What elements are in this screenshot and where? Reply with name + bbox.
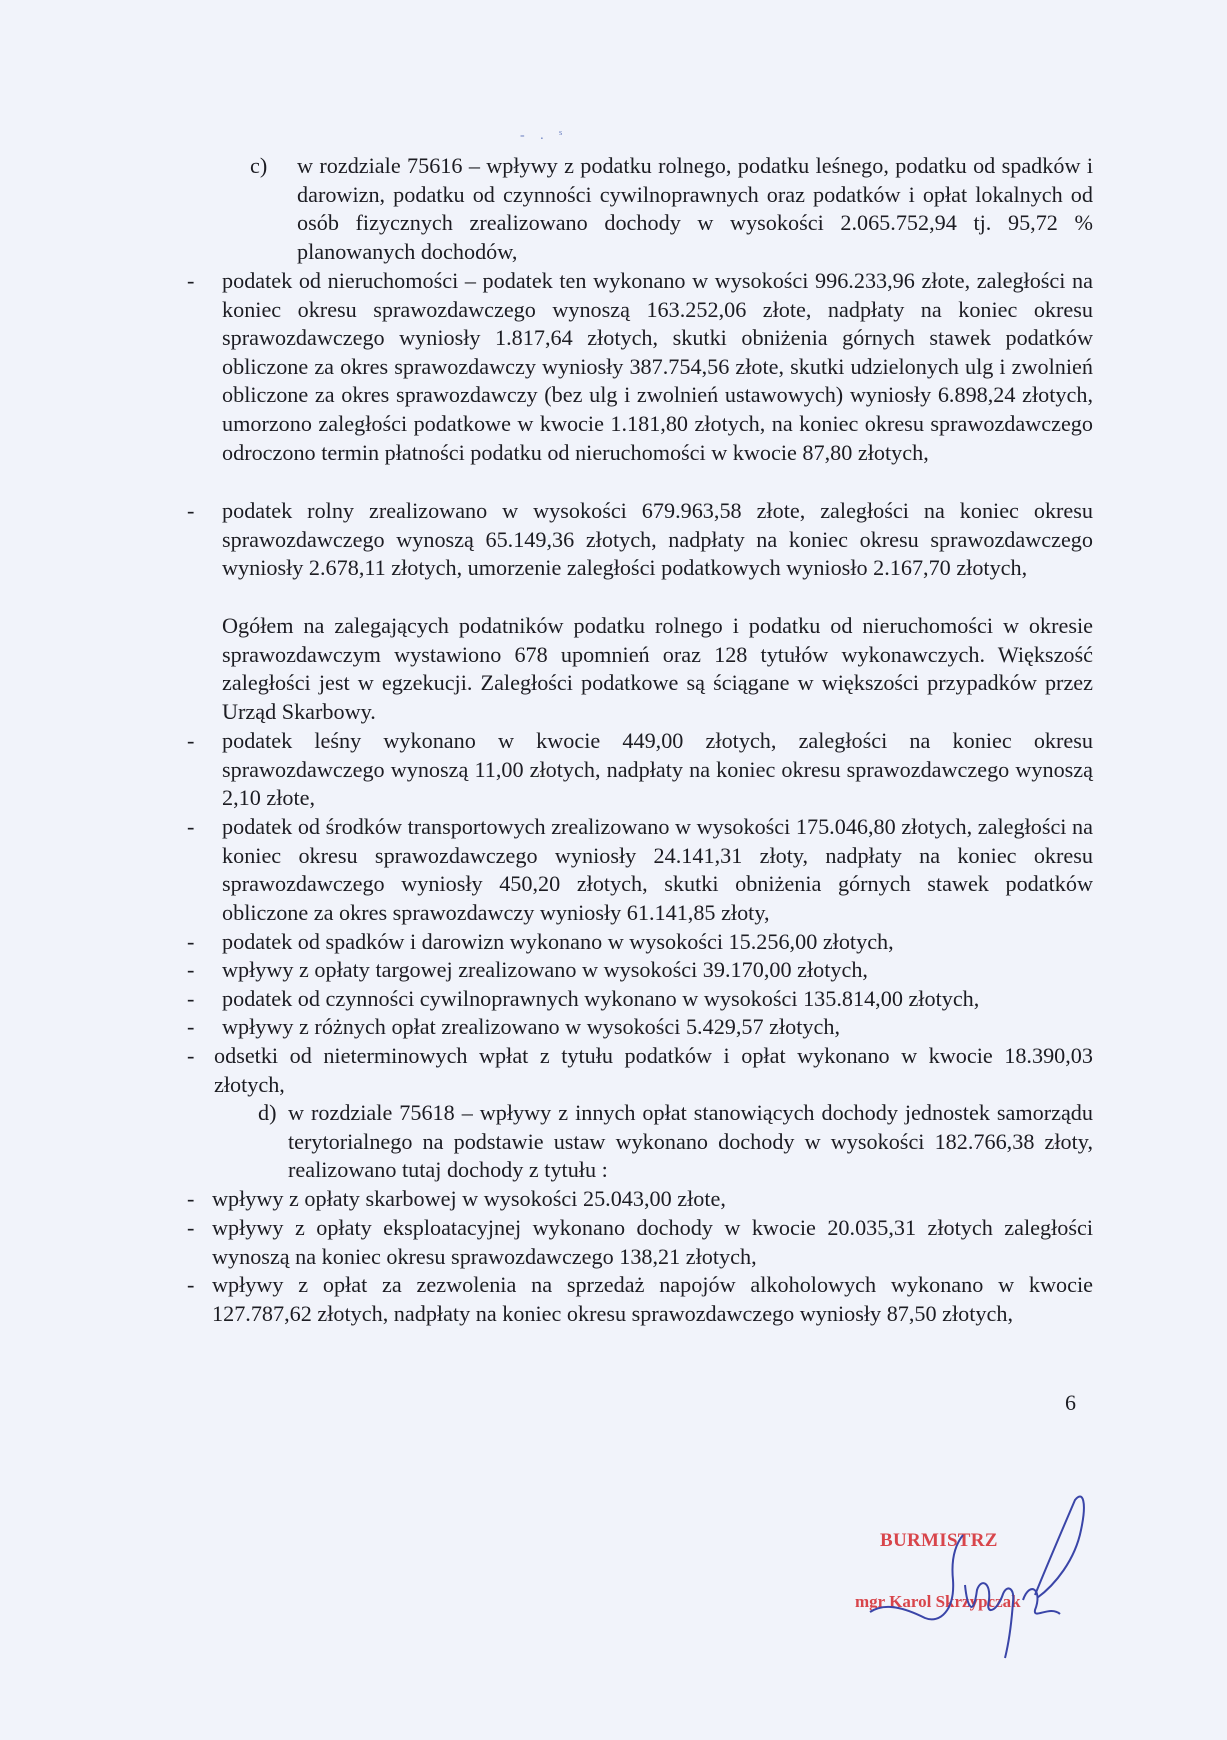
- stamp-name: mgr Karol Skrzypczak: [855, 1592, 1021, 1611]
- list-item-text: podatek od czynności cywilnoprawnych wykonano w wysokości 135.814,00 złotych,: [222, 986, 980, 1011]
- list-item-text: podatek rolny zrealizowano w wysokości 679.963,58 złote, zaległości na koniec okresu sprawozdawczego wynoszą 65.149,36 złotych, nadpłaty na koniec okresu sprawozdawczego wyniosły 2.678,11 złotych, umorzenie zaległości podatkowych wyniosło 2.167,70 złotych,: [222, 498, 1093, 581]
- list-item-dash: -: [187, 1014, 195, 1039]
- list-item-text: wpływy z opłaty skarbowej w wysokości 25.043,00 złote,: [212, 1186, 726, 1211]
- signature-icon: [855, 1490, 1115, 1660]
- list-item-dash: -: [187, 1215, 195, 1240]
- list-item-text: podatek od nieruchomości – podatek ten wykonano w wysokości 996.233,96 złote, zaległości na koniec okresu sprawozdawczego wynoszą 163.252,06 złote, nadpłaty na koniec okresu sprawozdawczego wyniosły 1.817,64 złotych, skutki obniżenia górnych stawek podatków obliczone za okres sprawozdawczy wyniosły 387.754,56 złote, skutki udzielonych ulg i zwolnień obliczone za okres sprawozdawczy (bez ulg i zwolnień ustawowych) wyniosły 6.898,24 złotych, umorzono zaległości podatkowe w kwocie 1.181,80 złotych, na koniec okresu sprawozdawczego odroczono termin płatności podatku od nieruchomości w kwocie 87,80 złotych,: [222, 268, 1093, 465]
- list-item-text: podatek leśny wykonano w kwocie 449,00 złotych, zaległości na koniec okresu sprawozdawczego wynoszą 11,00 złotych, nadpłaty na koniec okresu sprawozdawczego wynoszą 2,10 złote,: [222, 728, 1093, 811]
- scan-artifact: - . ˢ: [520, 128, 569, 143]
- list-item-dash: -: [187, 498, 195, 523]
- list-item-dash: -: [187, 986, 195, 1011]
- list-item-dash: -: [187, 728, 195, 753]
- list-item-dash: -: [187, 1043, 195, 1068]
- list-item-text: wpływy z opłaty eksploatacyjnej wykonano dochody w kwocie 20.035,31 złotych zaległości wynoszą na koniec okresu sprawozdawczego 138,21 złotych,: [212, 1215, 1093, 1269]
- list-item-text: podatek od spadków i darowizn wykonano w wysokości 15.256,00 złotych,: [222, 929, 894, 954]
- list-item-dash: -: [187, 268, 195, 293]
- list-item-dash: -: [187, 1272, 195, 1297]
- section-c-marker: c): [250, 153, 268, 178]
- list-item-dash: -: [187, 929, 195, 954]
- list-item-text: wpływy z różnych opłat zrealizowano w wysokości 5.429,57 złotych,: [222, 1014, 841, 1039]
- summary-text: Ogółem na zalegających podatników podatku rolnego i podatku od nieruchomości w okresie sprawozdawczym wystawiono 678 upomnień oraz 128 tytułów wykonawczych. Większość zaległości jest w egzekucji. Zaległości podatkowe są ściągane w większości przypadków przez Urząd Skarbowy.: [222, 613, 1093, 724]
- list-item-text: odsetki od nieterminowych wpłat z tytułu podatków i opłat wykonano w kwocie 18.390,03 złotych,: [214, 1043, 1093, 1097]
- list-item-dash: -: [187, 814, 195, 839]
- list-item-dash: -: [187, 957, 195, 982]
- list-item-text: wpływy z opłat za zezwolenia na sprzedaż napojów alkoholowych wykonano w kwocie 127.787,62 złotych, nadpłaty na koniec okresu sprawozdawczego wyniosły 87,50 złotych,: [212, 1272, 1093, 1326]
- list-item-text: wpływy z opłaty targowej zrealizowano w wysokości 39.170,00 złotych,: [222, 957, 868, 982]
- list-item-dash: -: [187, 1186, 195, 1211]
- section-d-marker: d): [258, 1100, 277, 1125]
- page-number: 6: [1065, 1390, 1076, 1415]
- section-d-text: w rozdziale 75618 – wpływy z innych opłat stanowiących dochody jednostek samorządu terytorialnego na podstawie ustaw wykonano dochody w wysokości 182.766,38 złoty, realizowano tutaj dochody z tytułu :: [288, 1100, 1093, 1183]
- section-c-text: w rozdziale 75616 – wpływy z podatku rolnego, podatku leśnego, podatku od spadków i darowizn, podatku od czynności cywilnoprawnych oraz podatków i opłat lokalnych od osób fizycznych zrealizowano dochody w wysokości 2.065.752,94 tj. 95,72 % planowanych dochodów,: [297, 153, 1093, 264]
- list-item-text: podatek od środków transportowych zrealizowano w wysokości 175.046,80 złotych, zaległości na koniec okresu sprawozdawczego wyniosły 24.141,31 złoty, nadpłaty na koniec okresu sprawozdawczego wyniosły 450,20 złotych, skutki obniżenia górnych stawek podatków obliczone za okres sprawozdawczy wyniosły 61.141,85 złoty,: [222, 814, 1093, 925]
- stamp-title: BURMISTRZ: [880, 1530, 998, 1551]
